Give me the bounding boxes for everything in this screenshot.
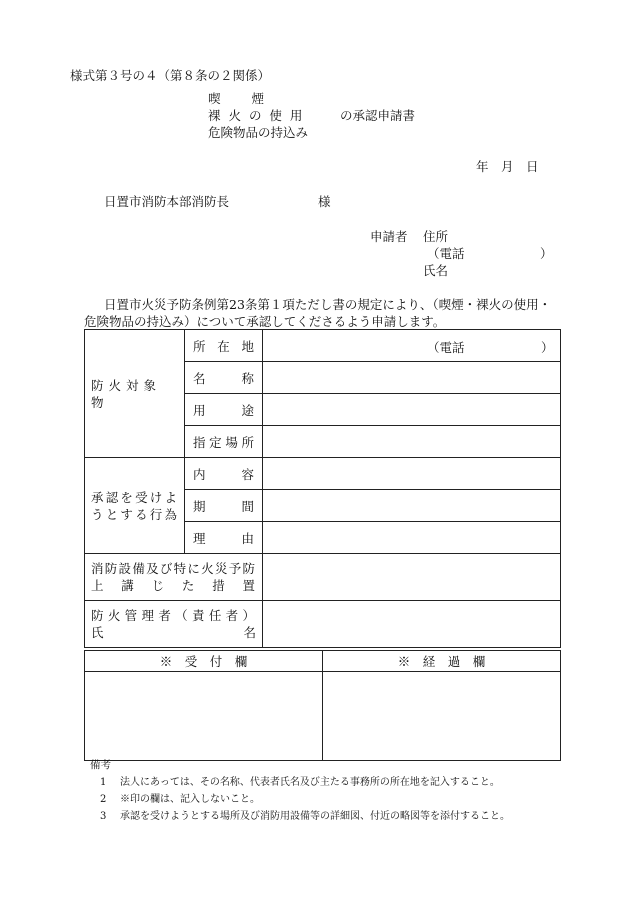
manager-label-line2 (91, 624, 256, 641)
note-number: 1 (100, 777, 107, 788)
manager-label-shi: 氏 (91, 625, 104, 640)
note-number: 2 (100, 794, 107, 805)
date-field[interactable]: 年 月 日 (476, 159, 539, 174)
notes-title: 備考 (90, 759, 111, 771)
target-name-field[interactable] (263, 362, 561, 394)
manager-label-line1: 防火管理者（責任者） (91, 608, 256, 623)
addressee: 日置市消防本部消防長 (104, 194, 230, 209)
manager-field[interactable] (263, 601, 561, 648)
act-period-field[interactable] (263, 490, 561, 522)
note-text: 承認を受けようとする場所及び消防用設備等の詳細図、付近の略図等を添付すること。 (120, 811, 510, 822)
act-reason-label: 理由 (185, 522, 263, 554)
measures-label: 消防設備及び特に火災予防上講じた措置 (85, 554, 263, 601)
form-number: 様式第３号の４（第８条の２関係） (70, 68, 271, 83)
note-text: ※印の欄は、記入しないこと。 (120, 794, 260, 805)
target-tel-label: （電話 (427, 340, 465, 355)
note-item (100, 807, 510, 822)
applicant-tel-label[interactable]: （電話 (427, 246, 465, 261)
progress-field (323, 672, 561, 761)
manager-label (85, 601, 263, 648)
title-hazardous-items: 危険物品の持込み (208, 125, 309, 140)
note-item (100, 790, 260, 805)
target-place-label: 指定場所 (185, 426, 263, 458)
applicant-label: 申請者 (370, 229, 408, 244)
applicant-tel-close: ） (540, 246, 553, 261)
addressee-honorific: 様 (318, 194, 331, 209)
note-number: 3 (100, 811, 107, 822)
act-category-label: 承認を受けようとする行為 (85, 458, 185, 554)
note-item (100, 773, 500, 788)
progress-header: ※ 経 過 欄 (323, 651, 561, 672)
title-suffix: の承認申請書 (340, 108, 416, 123)
act-content-label: 内容 (185, 458, 263, 490)
target-name-label: 名称 (185, 362, 263, 394)
target-use-label: 用途 (185, 394, 263, 426)
target-tel-close: ） (541, 340, 554, 355)
application-table (84, 329, 561, 648)
act-period-label: 期間 (185, 490, 263, 522)
stamp-table (84, 650, 561, 761)
reception-field (85, 672, 323, 761)
applicant-address-label[interactable]: 住所 (423, 229, 449, 244)
act-reason-field[interactable] (263, 522, 561, 554)
target-category-label: 防火対象物 (85, 330, 185, 458)
target-use-field[interactable] (263, 394, 561, 426)
act-content-field[interactable] (263, 458, 561, 490)
application-statement: 日置市火災予防条例第23条第１項ただし書の規定により、（喫煙・裸火の使用・危険物品の持込み）について承認してくださるよう申請します。 (84, 297, 552, 329)
note-text: 法人にあっては、その名称、代表者氏名及び主たる事務所の所在地を記入すること。 (120, 777, 500, 788)
reception-header: ※ 受 付 欄 (85, 651, 323, 672)
target-location-label: 所在地 (185, 330, 263, 362)
title-open-flame: 裸 火 の 使 用 (208, 108, 305, 123)
target-location-field[interactable] (263, 330, 561, 362)
applicant-name-label[interactable]: 氏名 (423, 263, 449, 278)
measures-field[interactable] (263, 554, 561, 601)
title-smoking: 喫 煙 (208, 91, 267, 106)
target-place-field[interactable] (263, 426, 561, 458)
manager-label-mei: 名 (243, 625, 256, 640)
